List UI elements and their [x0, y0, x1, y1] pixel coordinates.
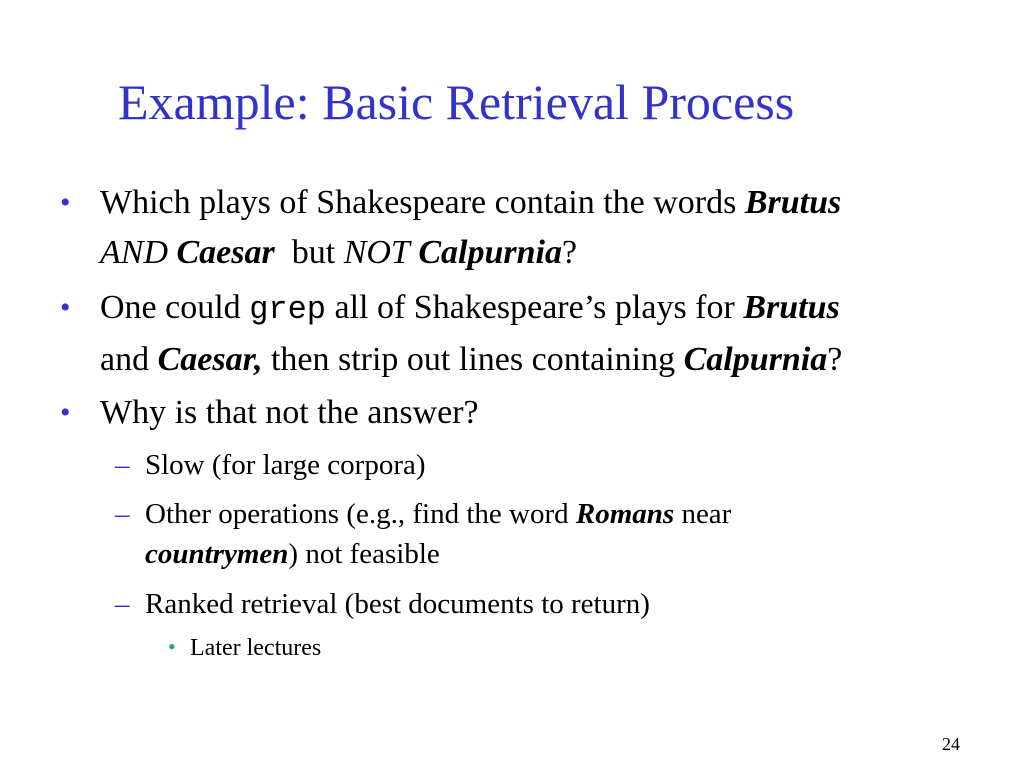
bullet-line	[145, 534, 965, 574]
text-span: all of Shakespeare’s plays for	[326, 289, 744, 326]
text-span: One could	[100, 289, 250, 326]
slide-title: Example: Basic Retrieval Process	[118, 74, 795, 130]
text-span: but	[274, 234, 344, 271]
bullet-mark: •	[60, 396, 71, 429]
sub-bullet-item-2	[115, 494, 965, 574]
dash-mark: –	[115, 449, 130, 481]
text-span: near	[674, 498, 732, 530]
bullet-line	[100, 178, 1000, 228]
bullet-line	[100, 228, 1000, 278]
text-span: ?	[561, 234, 578, 271]
text-span: Later lectures	[190, 635, 322, 661]
sub-bullet-item-3	[115, 584, 965, 624]
text-span: then strip out lines containing	[262, 341, 684, 378]
text-span: Slow (for large corpora)	[145, 449, 426, 481]
sub-bullet-item-1	[115, 445, 965, 485]
bullet-item-3	[60, 388, 1000, 438]
bullet-mark: •	[60, 186, 71, 219]
dash-mark: –	[115, 588, 130, 620]
subsub-bullet-item-1	[168, 632, 322, 664]
bullet-item-2	[60, 283, 1000, 385]
text-span: ?	[827, 341, 843, 378]
dash-mark: –	[115, 498, 130, 530]
bullet-line	[100, 388, 1000, 438]
text-span: ) not feasible	[288, 538, 440, 570]
emphasis-term: countrymen	[145, 538, 289, 570]
emphasis-term: Brutus	[743, 289, 840, 326]
bullet-line	[100, 283, 1000, 335]
page-number: 24	[942, 734, 960, 754]
emphasis-term: Calpurnia	[418, 234, 562, 271]
text-span: Other operations (e.g., find the word	[145, 498, 576, 530]
text-span: and	[100, 341, 158, 378]
bullet-line	[145, 494, 965, 534]
emphasis-term: Romans	[575, 498, 675, 530]
text-span: Why is that not the answer?	[100, 394, 479, 431]
emphasis-term: Brutus	[744, 184, 842, 221]
emphasis-term: Calpurnia	[683, 341, 828, 378]
text-span: Ranked retrieval (best documents to return)	[145, 588, 650, 620]
text-span	[168, 234, 177, 271]
bullet-item-1	[60, 178, 1000, 278]
operator-term: AND	[100, 234, 168, 271]
code-term: grep	[249, 291, 326, 328]
bullet-mark: •	[60, 291, 71, 324]
text-span: Which plays of Shakespeare contain the words	[100, 184, 745, 221]
emphasis-term: Caesar,	[157, 341, 263, 378]
bullet-line	[100, 335, 1000, 385]
emphasis-term: Caesar	[176, 234, 275, 271]
bullet-mark: •	[168, 634, 176, 659]
operator-term: NOT	[343, 234, 410, 271]
